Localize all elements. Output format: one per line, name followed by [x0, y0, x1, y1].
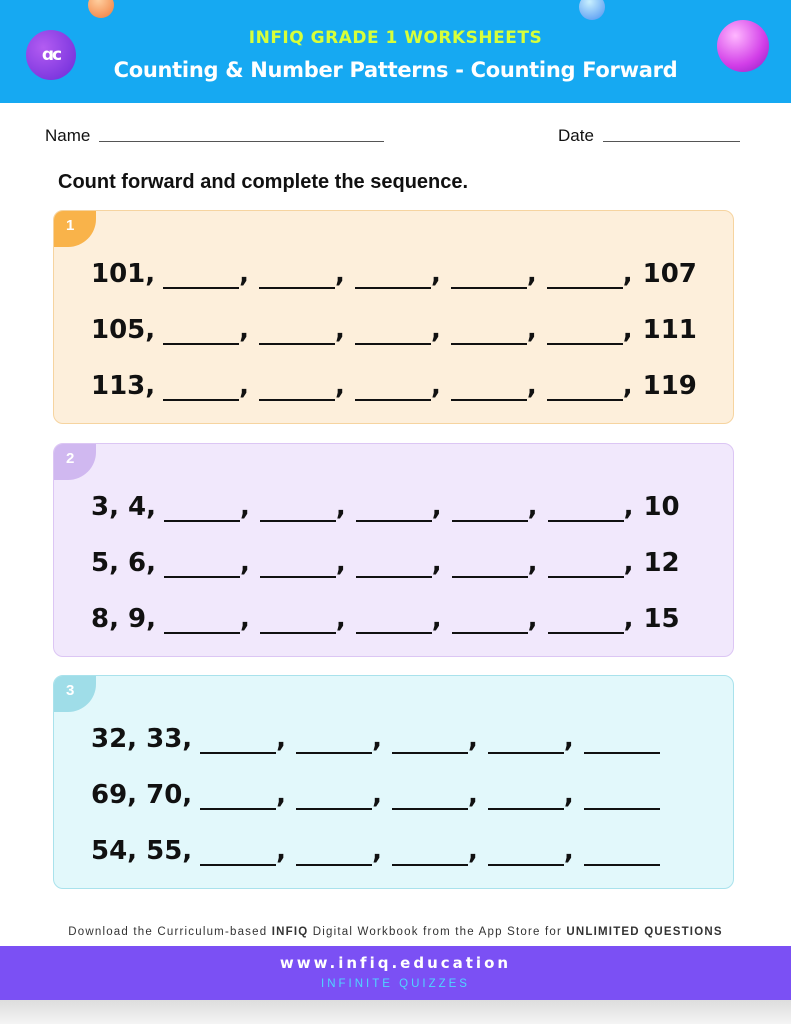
date-label: Date [558, 126, 594, 145]
answer-blank[interactable] [452, 607, 528, 634]
answer-blank[interactable] [260, 495, 336, 522]
note-brand: INFIQ [271, 926, 309, 938]
comma-separator: , [372, 836, 382, 866]
exercise-box-3 [53, 675, 734, 889]
comma-separator: , [240, 548, 250, 578]
date-field-line[interactable] [603, 141, 740, 142]
answer-blank[interactable] [584, 783, 660, 810]
section-number-badge: 1 [54, 211, 96, 247]
answer-blank[interactable] [548, 551, 624, 578]
worksheet-title: Counting & Number Patterns - Counting Forward [113, 58, 678, 82]
answer-blank[interactable] [488, 727, 564, 754]
answer-blank[interactable] [356, 607, 432, 634]
sequence-start: 101, [91, 259, 156, 289]
answer-blank[interactable] [200, 727, 276, 754]
answer-blank[interactable] [547, 374, 623, 401]
answer-blank[interactable] [259, 318, 335, 345]
comma-separator: , [622, 315, 633, 345]
sequence-start: 3, 4, [91, 492, 156, 522]
sequence-end: 15 [643, 604, 680, 634]
answer-blank[interactable] [355, 262, 431, 289]
answer-blank[interactable] [451, 374, 527, 401]
answer-blank[interactable] [356, 551, 432, 578]
answer-blank[interactable] [260, 607, 336, 634]
answer-blank[interactable] [355, 318, 431, 345]
sequence-row [91, 315, 697, 345]
sequence-row [91, 836, 660, 866]
comma-separator: , [430, 315, 441, 345]
answer-blank[interactable] [392, 727, 468, 754]
comma-separator: , [240, 492, 250, 522]
comma-separator: , [431, 604, 442, 634]
comma-separator: , [467, 780, 478, 810]
comma-separator: , [563, 836, 574, 866]
section-number-badge: 2 [54, 444, 96, 480]
answer-blank[interactable] [451, 318, 527, 345]
comma-separator: , [240, 604, 250, 634]
sequence-row [91, 724, 660, 754]
comma-separator: , [623, 604, 634, 634]
answer-blank[interactable] [259, 374, 335, 401]
header-banner [0, 0, 791, 103]
answer-blank[interactable] [163, 262, 239, 289]
download-note [0, 926, 791, 938]
answer-blank[interactable] [584, 839, 660, 866]
comma-separator: , [622, 371, 633, 401]
comma-separator: , [431, 492, 442, 522]
comma-separator: , [431, 548, 442, 578]
sequence-start: 105, [91, 315, 156, 345]
footer-tagline: INFINITE QUIZZES [321, 978, 470, 990]
answer-blank[interactable] [548, 495, 624, 522]
comma-separator: , [276, 780, 287, 810]
sequence-start: 54, 55, [91, 836, 193, 866]
sequence-start: 8, 9, [91, 604, 156, 634]
answer-blank[interactable] [356, 495, 432, 522]
comma-separator: , [526, 259, 537, 289]
answer-blank[interactable] [164, 551, 240, 578]
sequence-row [91, 780, 660, 810]
answer-blank[interactable] [547, 318, 623, 345]
answer-blank[interactable] [296, 727, 372, 754]
footer-banner [0, 946, 791, 1000]
comma-separator: , [335, 259, 345, 289]
answer-blank[interactable] [355, 374, 431, 401]
comma-separator: , [372, 724, 382, 754]
answer-blank[interactable] [392, 839, 468, 866]
footer-url-link[interactable]: www.infiq.education [279, 954, 512, 972]
comma-separator: , [239, 259, 250, 289]
answer-blank[interactable] [451, 262, 527, 289]
exercise-box-1 [53, 210, 734, 424]
note-part-1: Download the Curriculum-based [68, 926, 272, 938]
exercise-box-2 [53, 443, 734, 657]
logo-text: ɑc [41, 45, 61, 65]
comma-separator: , [622, 259, 633, 289]
comma-separator: , [623, 548, 634, 578]
comma-separator: , [527, 604, 538, 634]
comma-separator: , [335, 315, 345, 345]
answer-blank[interactable] [163, 374, 239, 401]
answer-blank[interactable] [452, 551, 528, 578]
comma-separator: , [526, 371, 537, 401]
comma-separator: , [335, 371, 345, 401]
sequence-row [91, 492, 680, 522]
sequence-end: 12 [643, 548, 680, 578]
sequence-row [91, 259, 697, 289]
answer-blank[interactable] [259, 262, 335, 289]
answer-blank[interactable] [260, 551, 336, 578]
comma-separator: , [467, 724, 478, 754]
sequence-start: 32, 33, [91, 724, 193, 754]
brand-title: INFIQ GRADE 1 WORKSHEETS [248, 28, 543, 48]
page-bottom-shade [0, 1000, 791, 1024]
comma-separator: , [335, 548, 346, 578]
comma-separator: , [239, 315, 250, 345]
sequence-row [91, 371, 697, 401]
comma-separator: , [526, 315, 537, 345]
section-number-badge: 3 [54, 676, 96, 712]
answer-blank[interactable] [488, 839, 564, 866]
sequence-row [91, 548, 680, 578]
note-part-2: Digital Workbook from the App Store for [308, 926, 567, 938]
comma-separator: , [467, 836, 478, 866]
sequence-end: 107 [642, 259, 697, 289]
sequence-row [91, 604, 680, 634]
answer-blank[interactable] [392, 783, 468, 810]
answer-blank[interactable] [296, 839, 372, 866]
answer-blank[interactable] [452, 495, 528, 522]
name-field-line[interactable] [99, 141, 384, 142]
comma-separator: , [563, 780, 574, 810]
sequence-end: 119 [642, 371, 697, 401]
name-label: Name [45, 126, 91, 145]
answer-blank[interactable] [163, 318, 239, 345]
instruction-text: Count forward and complete the sequence. [58, 171, 469, 193]
sequence-start: 69, 70, [91, 780, 193, 810]
comma-separator: , [276, 724, 287, 754]
comma-separator: , [372, 780, 382, 810]
comma-separator: , [430, 371, 441, 401]
sequence-end: 10 [643, 492, 680, 522]
comma-separator: , [527, 492, 538, 522]
orange-ball-decoration [88, 0, 114, 18]
comma-separator: , [623, 492, 634, 522]
note-emphasis: UNLIMITED QUESTIONS [566, 926, 723, 938]
sequence-start: 5, 6, [91, 548, 156, 578]
comma-separator: , [563, 724, 574, 754]
answer-blank[interactable] [164, 607, 240, 634]
answer-blank[interactable] [296, 783, 372, 810]
answer-blank[interactable] [488, 783, 564, 810]
answer-blank[interactable] [200, 839, 276, 866]
answer-blank[interactable] [200, 783, 276, 810]
answer-blank[interactable] [547, 262, 623, 289]
sequence-start: 113, [91, 371, 156, 401]
comma-separator: , [527, 548, 538, 578]
comma-separator: , [239, 371, 250, 401]
answer-blank[interactable] [164, 495, 240, 522]
sequence-end: 111 [642, 315, 697, 345]
comma-separator: , [430, 259, 441, 289]
comma-separator: , [335, 604, 346, 634]
comma-separator: , [335, 492, 346, 522]
blue-ball-decoration [579, 0, 605, 20]
answer-blank[interactable] [548, 607, 624, 634]
answer-blank[interactable] [584, 727, 660, 754]
comma-separator: , [276, 836, 287, 866]
